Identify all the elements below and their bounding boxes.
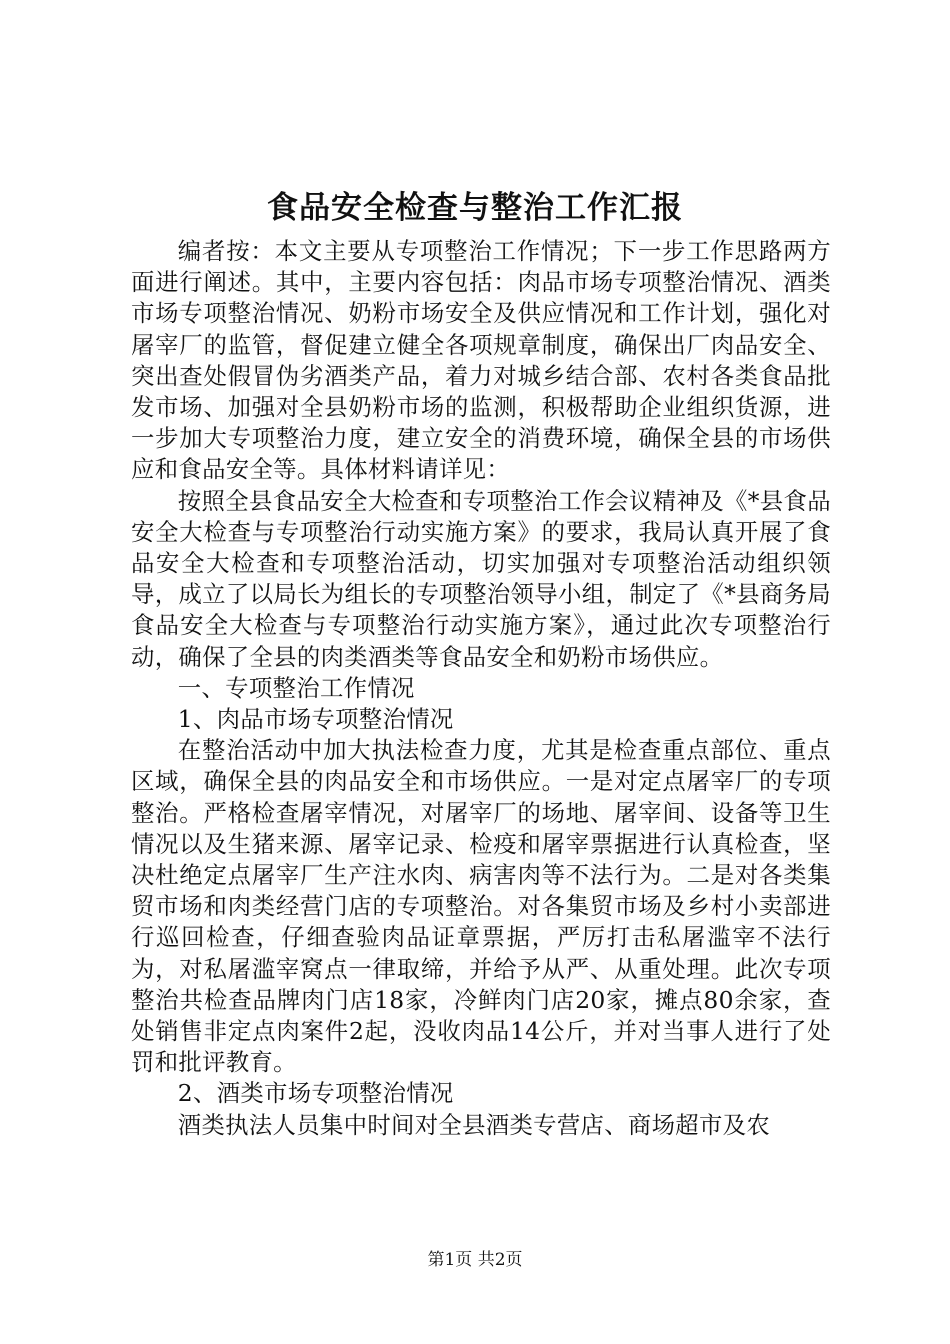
section-heading: 一、专项整治工作情况 bbox=[177, 673, 415, 702]
paragraph-meat-market: 在整治活动中加大执法检查力度，尤其是检查重点部位、重点区域，确保全县的肉品安全和市场供应。一是对定点屠宰厂的专项整治。严格检查屠宰情况，对屠宰厂的场地、屠宰间、设备等卫生情况以及生猪来源、屠宰记录、检疫和屠宰票据进行认真检查，坚决杜绝定点屠宰厂生产注水肉、病害肉等不法行为。二是对各类集贸市场和肉类经营门店的专项整治。对各集贸市场及乡村小卖部进行巡回检查，仔细查验肉品证章票据，严厉打击私屠滥宰不法行为，对私屠滥宰窝点一律取缔，并给予从严、从重处理。此次专项整治共检查品牌肉门店18家，冷鲜肉门店20家，摊点80余家，查处销售非定点肉案件2起，没收肉品14公斤，并对当事人进行了处罚和批评教育。 bbox=[131, 736, 831, 1077]
paragraph-intro: 按照全县食品安全大检查和专项整治工作会议精神及《*县食品安全大检查与专项整治行动实施方案》的要求，我局认真开展了食品安全大检查和专项整治活动，切实加强对专项整治活动组织领导，成立了以局长为组长的专项整治领导小组，制定了《*县商务局食品安全大检查与专项整治行动实施方案》，通过此次专项整治行动，确保了全县的肉类酒类等食品安全和奶粉市场供应。 bbox=[131, 486, 831, 671]
paragraph-liquor-market: 酒类执法人员集中时间对全县酒类专营店、商场超市及农 bbox=[177, 1110, 771, 1139]
subsection-heading: 1、肉品市场专项整治情况 bbox=[177, 705, 454, 734]
page-title: 食品安全检查与整治工作汇报 bbox=[267, 190, 683, 226]
subsection-heading: 2、酒类市场专项整治情况 bbox=[177, 1079, 454, 1108]
page-footer: 第1页 共2页 bbox=[427, 1250, 523, 1270]
document-body bbox=[131, 236, 831, 1141]
paragraph-editor-note: 编者按：本文主要从专项整治工作情况；下一步工作思路两方面进行阐述。其中，主要内容包括：肉品市场专项整治情况、酒类市场专项整治情况、奶粉市场安全及供应情况和工作计划，强化对屠宰厂的监管，督促建立健全各项规章制度，确保出厂肉品安全、突出查处假冒伪劣酒类产品，着力对城乡结合部、农村各类食品批发市场、加强对全县奶粉市场的监测，积极帮助企业组织货源，进一步加大专项整治力度，建立安全的消费环境，确保全县的市场供应和食品安全等。具体材料请详见： bbox=[131, 237, 831, 484]
